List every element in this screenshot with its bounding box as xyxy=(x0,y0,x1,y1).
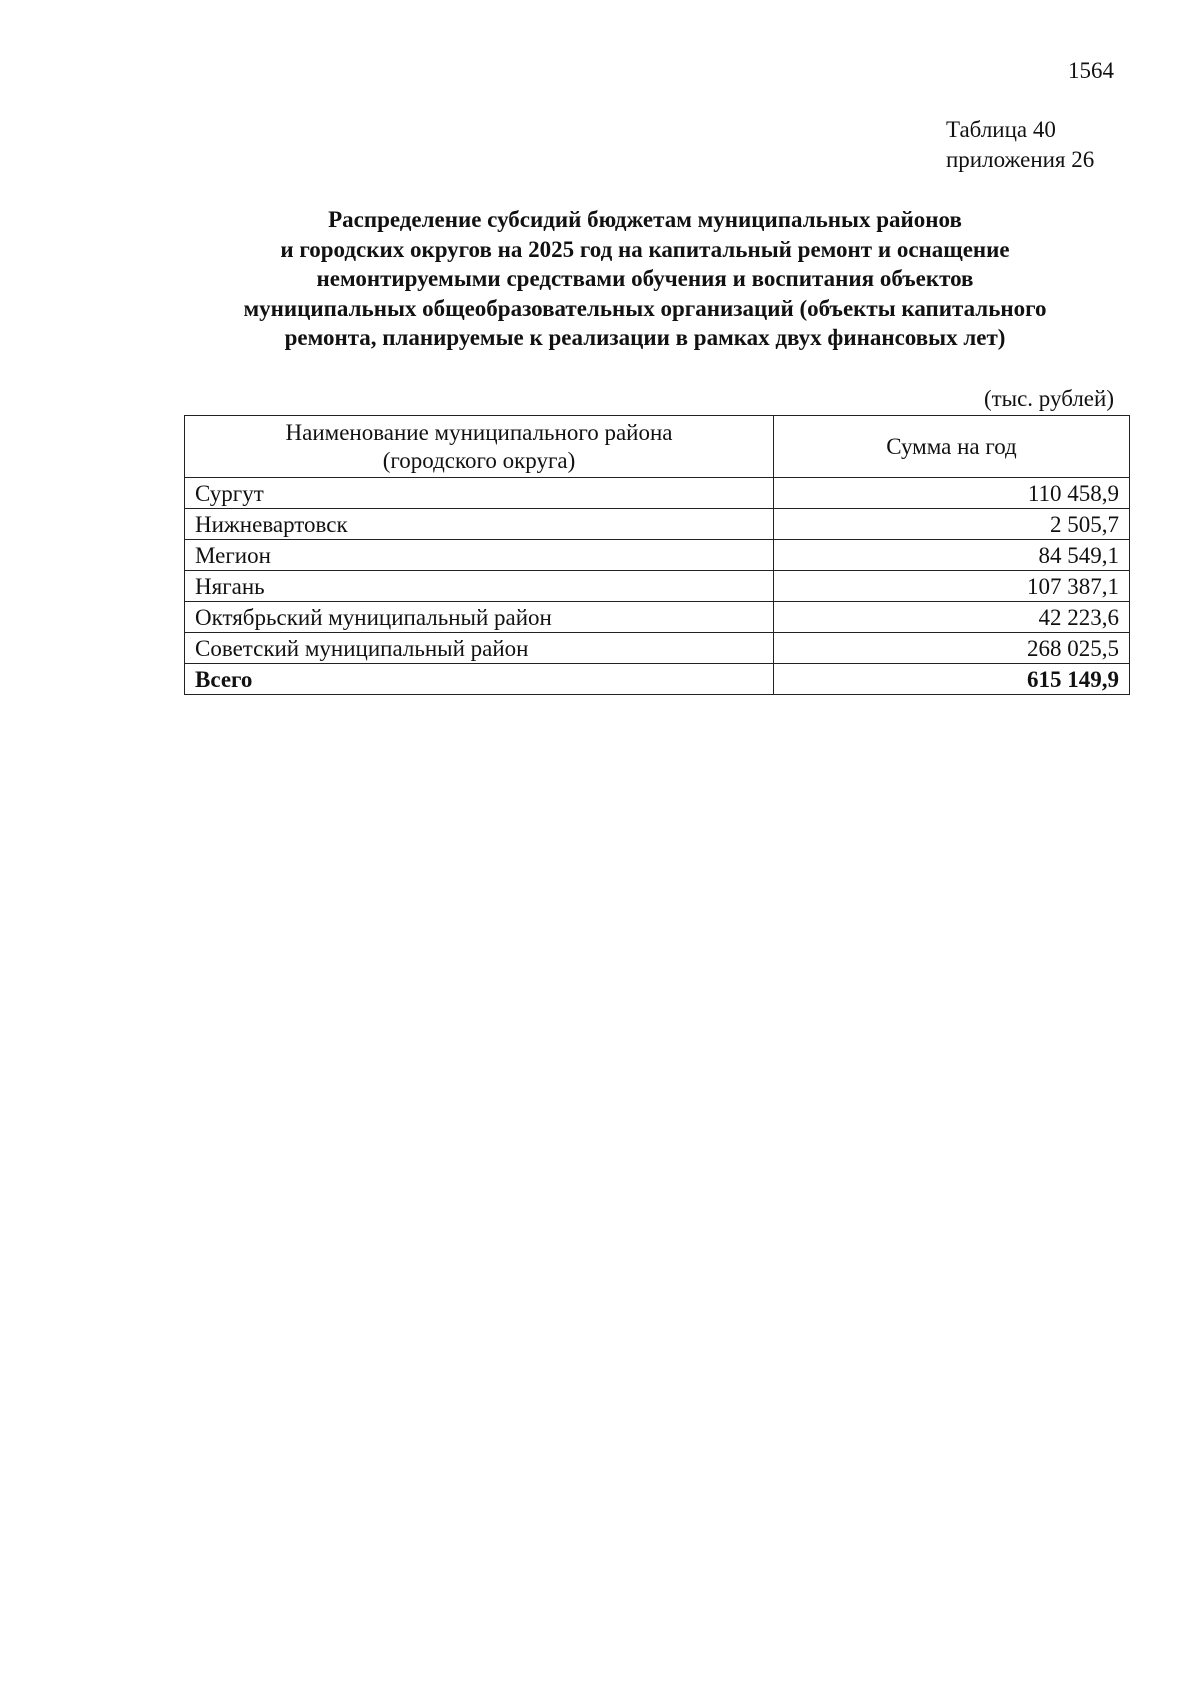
row-amount: 268 025,5 xyxy=(774,633,1130,664)
title-line: муниципальных общеобразовательных организаций (объекты капитального xyxy=(243,295,1047,321)
title-line: и городских округов на 2025 год на капитальный ремонт и оснащение xyxy=(280,236,1010,262)
header-amount: Сумма на год xyxy=(774,416,1130,478)
table-row xyxy=(185,633,1130,664)
total-row xyxy=(185,664,1130,695)
table-row xyxy=(185,509,1130,540)
row-name: Октябрьский муниципальный район xyxy=(185,602,774,633)
row-amount: 84 549,1 xyxy=(774,540,1130,571)
title-line: ремонта, планируемые к реализации в рамках двух финансовых лет) xyxy=(284,325,1006,350)
row-amount: 42 223,6 xyxy=(774,602,1130,633)
table-number: Таблица 40 xyxy=(946,117,1056,142)
header-name-line2: (городского округа) xyxy=(382,447,576,473)
appendix-number: приложения 26 xyxy=(946,147,1095,172)
row-amount: 2 505,7 xyxy=(774,509,1130,540)
title-line: немонтируемыми средствами обучения и воспитания объектов xyxy=(316,266,974,291)
subsidy-table xyxy=(184,415,1130,695)
row-name: Нягань xyxy=(185,571,774,602)
table-row xyxy=(185,602,1130,633)
row-name: Нижневартовск xyxy=(185,509,774,540)
table-row xyxy=(185,571,1130,602)
table-row xyxy=(185,540,1130,571)
row-amount: 110 458,9 xyxy=(774,478,1130,509)
row-name: Мегион xyxy=(185,540,774,571)
row-name: Советский муниципальный район xyxy=(185,633,774,664)
row-name: Сургут xyxy=(185,478,774,509)
document-title xyxy=(150,205,1140,353)
total-label: Всего xyxy=(185,664,774,695)
table-header-row xyxy=(185,416,1130,478)
header-name-line1: Наименование муниципального района xyxy=(285,419,673,445)
row-amount: 107 387,1 xyxy=(774,571,1130,602)
total-amount: 615 149,9 xyxy=(774,664,1130,695)
page-number: 1564 xyxy=(1068,58,1114,83)
units-label: (тыс. рублей) xyxy=(983,386,1114,411)
header-name xyxy=(185,416,774,478)
table-reference xyxy=(946,115,1094,175)
table-row xyxy=(185,478,1130,509)
title-line: Распределение субсидий бюджетам муниципальных районов xyxy=(328,207,962,232)
